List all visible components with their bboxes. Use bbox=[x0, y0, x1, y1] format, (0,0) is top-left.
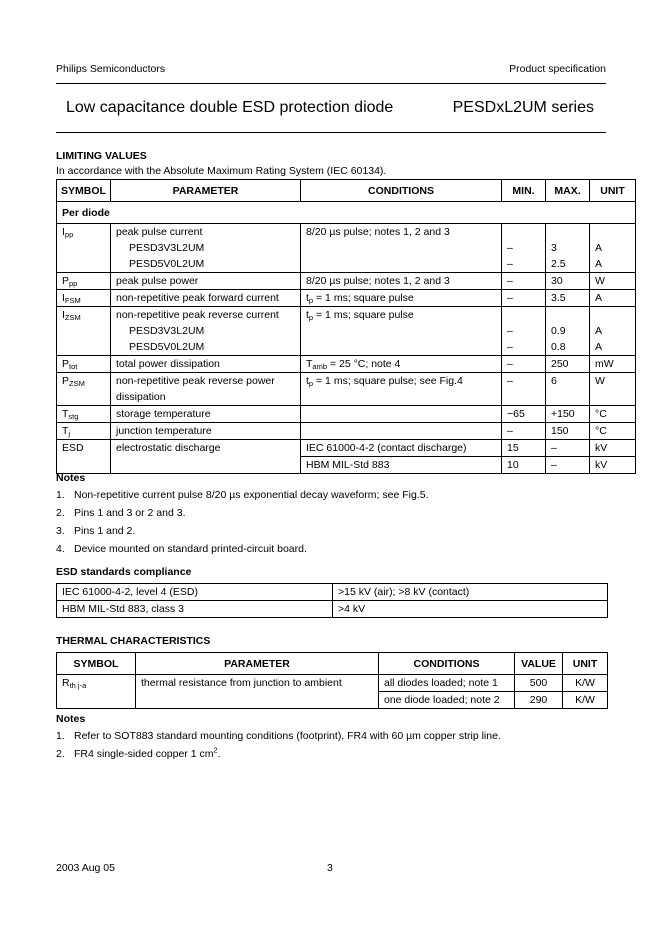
cond-pre: t bbox=[306, 292, 309, 304]
col-unit: UNIT bbox=[563, 653, 608, 675]
notes-heading: Notes bbox=[56, 472, 86, 484]
symbol-cell: ESD bbox=[57, 440, 111, 474]
doc-type: Product specification bbox=[509, 63, 606, 75]
note-item bbox=[56, 525, 616, 543]
cond-post: = 25 °C; note 4 bbox=[327, 358, 401, 370]
cond-cell bbox=[301, 356, 502, 373]
note-text: Device mounted on standard printed-circuit board. bbox=[74, 543, 307, 555]
cond-cell: 8/20 µs pulse; notes 1, 2 and 3 bbox=[301, 224, 502, 273]
standard-cell: HBM MIL-Std 883, class 3 bbox=[57, 601, 333, 618]
table-header-row bbox=[57, 180, 636, 202]
notes-list bbox=[56, 489, 616, 561]
variant-name: PESD5V0L2UM bbox=[129, 258, 205, 270]
cond-cell: HBM MIL-Std 883 bbox=[301, 457, 502, 474]
footer-date: 2003 Aug 05 bbox=[56, 862, 115, 874]
col-value: VALUE bbox=[515, 653, 563, 675]
unit-cell: mW bbox=[590, 356, 636, 373]
note-number: 3. bbox=[56, 525, 65, 537]
note-item bbox=[56, 489, 616, 507]
table-row bbox=[57, 224, 636, 241]
table-row bbox=[57, 406, 636, 423]
cond-cell: 8/20 µs pulse; notes 1, 2 and 3 bbox=[301, 273, 502, 290]
symbol-sub: j bbox=[68, 429, 71, 438]
symbol: I bbox=[62, 292, 65, 304]
param-cell: non-repetitive peak reverse power dissipation bbox=[111, 373, 301, 406]
symbol: I bbox=[62, 309, 65, 321]
max-cell: 150 bbox=[546, 423, 590, 440]
group-row bbox=[57, 202, 636, 224]
note-item bbox=[56, 543, 616, 561]
col-symbol: SYMBOL bbox=[57, 180, 111, 202]
note-text bbox=[74, 745, 221, 766]
unit-cell: A bbox=[590, 290, 636, 307]
thermal-table bbox=[56, 652, 608, 709]
note-number: 2. bbox=[56, 507, 65, 519]
col-max: MAX. bbox=[546, 180, 590, 202]
table-row bbox=[57, 307, 636, 324]
page-title: Low capacitance double ESD protection diode bbox=[66, 99, 394, 116]
note-number: 1. bbox=[56, 730, 65, 742]
col-symbol: SYMBOL bbox=[57, 653, 136, 675]
note-number: 1. bbox=[56, 489, 65, 501]
note-text-post: . bbox=[217, 748, 221, 760]
min-cell: – bbox=[502, 339, 546, 356]
param-cell: thermal resistance from junction to ambient bbox=[136, 675, 379, 709]
unit-cell: W bbox=[590, 373, 636, 406]
unit-cell: A bbox=[590, 339, 636, 356]
unit-cell: kV bbox=[590, 457, 636, 474]
max-cell: 250 bbox=[546, 356, 590, 373]
table-row bbox=[57, 356, 636, 373]
series-name: PESDxL2UM series bbox=[452, 99, 594, 116]
note-sup: 2 bbox=[213, 745, 218, 755]
unit-cell: K/W bbox=[563, 675, 608, 692]
min-cell: – bbox=[502, 256, 546, 273]
symbol-cell bbox=[57, 224, 111, 273]
table-header-row bbox=[57, 653, 608, 675]
group-label: Per diode bbox=[57, 202, 636, 224]
min-cell: – bbox=[502, 373, 546, 406]
min-cell: – bbox=[502, 240, 546, 256]
cond-sub: p bbox=[308, 296, 314, 305]
max-cell: 3.5 bbox=[546, 290, 590, 307]
esd-standards-table bbox=[56, 583, 608, 618]
thermal-heading: THERMAL CHARACTERISTICS bbox=[56, 635, 211, 647]
min-cell: 15 bbox=[502, 440, 546, 457]
limiting-intro: In accordance with the Absolute Maximum Rating System (IEC 60134). bbox=[56, 165, 387, 177]
symbol: T bbox=[62, 408, 69, 420]
note-text: Pins 1 and 3 or 2 and 3. bbox=[74, 507, 186, 519]
cond-cell bbox=[301, 373, 502, 406]
cond-sub: p bbox=[308, 313, 314, 322]
unit-cell: kV bbox=[590, 440, 636, 457]
min-cell: – bbox=[502, 423, 546, 440]
page-number: 3 bbox=[327, 862, 333, 874]
value-cell: >4 kV bbox=[333, 601, 608, 618]
max-cell: 0.8 bbox=[546, 339, 590, 356]
note-number: 4. bbox=[56, 543, 65, 555]
max-cell: – bbox=[546, 440, 590, 457]
notes2-heading: Notes bbox=[56, 713, 86, 725]
param-cell: electrostatic discharge bbox=[111, 440, 301, 474]
max-cell: 0.9 bbox=[546, 323, 590, 339]
unit-cell: K/W bbox=[563, 692, 608, 709]
unit-cell: A bbox=[590, 323, 636, 339]
cond-cell: IEC 61000-4-2 (contact discharge) bbox=[301, 440, 502, 457]
header-rule bbox=[56, 83, 606, 84]
param-cell: non-repetitive peak forward current bbox=[111, 290, 301, 307]
limiting-heading: LIMITING VALUES bbox=[56, 150, 147, 162]
col-conditions: CONDITIONS bbox=[379, 653, 515, 675]
cond-cell bbox=[301, 423, 502, 440]
value-cell: 500 bbox=[515, 675, 563, 692]
symbol: P bbox=[62, 275, 70, 287]
cond-post: = 1 ms; square pulse bbox=[313, 292, 414, 304]
min-cell: 10 bbox=[502, 457, 546, 474]
param-cell: total power dissipation bbox=[111, 356, 301, 373]
note-item bbox=[56, 507, 616, 525]
min-cell: – bbox=[502, 323, 546, 339]
cond-cell bbox=[301, 290, 502, 307]
col-unit: UNIT bbox=[590, 180, 636, 202]
symbol: P bbox=[62, 375, 70, 387]
cond-post: = 1 ms; square pulse bbox=[313, 309, 414, 321]
max-cell: 30 bbox=[546, 273, 590, 290]
min-cell: – bbox=[502, 273, 546, 290]
unit-cell: W bbox=[590, 273, 636, 290]
col-parameter: PARAMETER bbox=[111, 180, 301, 202]
param-cell: storage temperature bbox=[111, 406, 301, 423]
table-row bbox=[57, 273, 636, 290]
table-row bbox=[57, 440, 636, 457]
max-cell: 3 bbox=[546, 240, 590, 256]
symbol-sub: th j-a bbox=[69, 681, 87, 690]
note-text: Pins 1 and 2. bbox=[74, 525, 136, 537]
esd-standards-heading: ESD standards compliance bbox=[56, 566, 192, 578]
note-number: 2. bbox=[56, 748, 65, 760]
col-parameter: PARAMETER bbox=[136, 653, 379, 675]
note-text: Refer to SOT883 standard mounting conditions (footprint), FR4 with 60 µm copper strip line. bbox=[74, 730, 501, 742]
cond-cell bbox=[301, 307, 502, 356]
cond-cell bbox=[301, 406, 502, 423]
note-item bbox=[56, 745, 616, 766]
unit-cell: °C bbox=[590, 423, 636, 440]
min-cell: – bbox=[502, 356, 546, 373]
param-cell: peak pulse power bbox=[111, 273, 301, 290]
cond-post: = 1 ms; square pulse; see Fig.4 bbox=[313, 375, 463, 387]
symbol-sub: pp bbox=[64, 230, 74, 239]
min-cell: – bbox=[502, 290, 546, 307]
notes2-list bbox=[56, 730, 616, 766]
symbol-sub: stg bbox=[68, 412, 79, 421]
table-row bbox=[57, 290, 636, 307]
unit-cell: A bbox=[590, 240, 636, 256]
symbol: P bbox=[62, 358, 70, 370]
cond-cell: one diode loaded; note 2 bbox=[379, 692, 515, 709]
min-cell: −65 bbox=[502, 406, 546, 423]
symbol-sub: FSM bbox=[64, 296, 81, 305]
symbol-sub: pp bbox=[69, 279, 78, 288]
table-row bbox=[57, 675, 608, 692]
max-cell: 6 bbox=[546, 373, 590, 406]
cond-pre: T bbox=[306, 358, 313, 370]
param-cell: non-repetitive peak reverse current bbox=[111, 307, 301, 324]
unit-cell: °C bbox=[590, 406, 636, 423]
cond-sub: p bbox=[308, 379, 314, 388]
param-cell: peak pulse current bbox=[111, 224, 301, 241]
symbol-sub: ZSM bbox=[64, 313, 81, 322]
symbol-cell bbox=[57, 675, 136, 709]
col-conditions: CONDITIONS bbox=[301, 180, 502, 202]
table-row bbox=[57, 423, 636, 440]
max-cell: +150 bbox=[546, 406, 590, 423]
limiting-values-table bbox=[56, 179, 636, 474]
cond-pre: t bbox=[306, 375, 309, 387]
unit-cell: A bbox=[590, 256, 636, 273]
table-row bbox=[57, 601, 608, 618]
symbol-sub: tot bbox=[69, 362, 78, 371]
max-cell: – bbox=[546, 457, 590, 474]
value-cell: >15 kV (air); >8 kV (contact) bbox=[333, 584, 608, 601]
cond-cell: all diodes loaded; note 1 bbox=[379, 675, 515, 692]
symbol-sub: ZSM bbox=[69, 379, 85, 388]
note-text-pre: FR4 single-sided copper 1 cm bbox=[74, 748, 214, 760]
col-min: MIN. bbox=[502, 180, 546, 202]
value-cell: 290 bbox=[515, 692, 563, 709]
param-cell: junction temperature bbox=[111, 423, 301, 440]
symbol: R bbox=[62, 677, 70, 689]
cond-pre: t bbox=[306, 309, 309, 321]
table-row bbox=[57, 584, 608, 601]
symbol: I bbox=[62, 226, 65, 238]
symbol: T bbox=[62, 425, 69, 437]
max-cell: 2.5 bbox=[546, 256, 590, 273]
table-row bbox=[57, 373, 636, 406]
variant-name: PESD3V3L2UM bbox=[129, 325, 205, 337]
title-rule bbox=[56, 132, 606, 133]
company-name: Philips Semiconductors bbox=[56, 63, 166, 75]
cond-sub: amb bbox=[312, 362, 328, 371]
variant-name: PESD3V3L2UM bbox=[129, 242, 205, 254]
variant-name: PESD5V0L2UM bbox=[129, 341, 205, 353]
note-item bbox=[56, 730, 616, 748]
note-text: Non-repetitive current pulse 8/20 µs exponential decay waveform; see Fig.5. bbox=[74, 489, 429, 501]
standard-cell: IEC 61000-4-2, level 4 (ESD) bbox=[57, 584, 333, 601]
